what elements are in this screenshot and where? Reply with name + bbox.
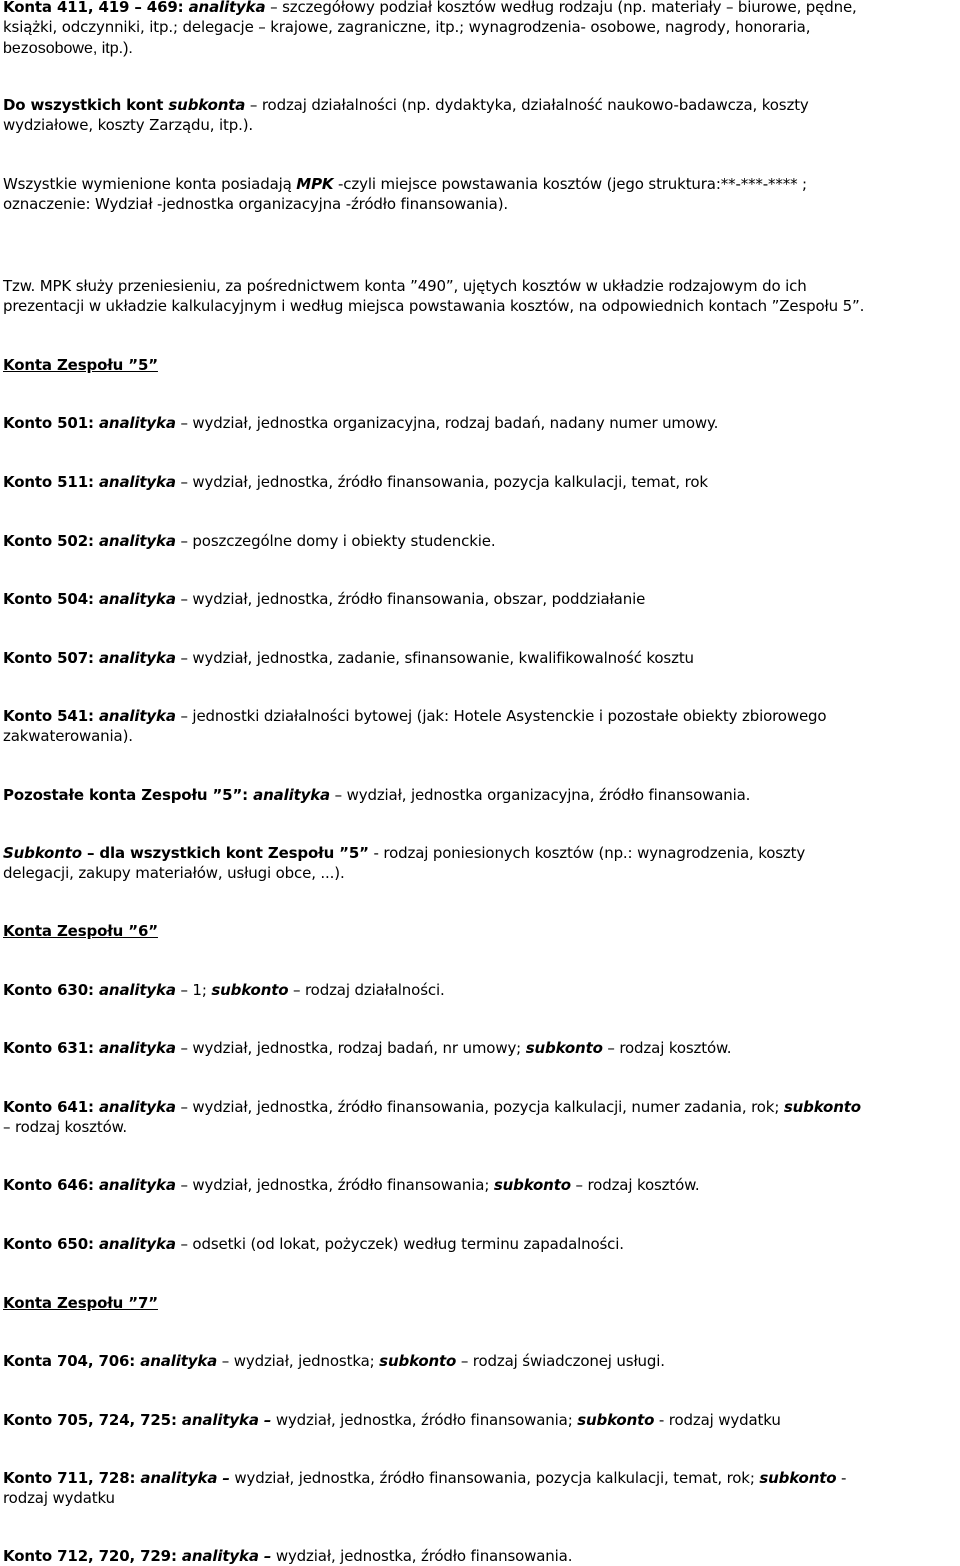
konto-description: – poszczególne domy i obiekty studenckie. bbox=[175, 532, 496, 550]
konto-description: delegacji, zakupy materiałów, usługi obce, ...). bbox=[3, 864, 345, 882]
konto-description: wydział, jednostka, źródło finansowania. bbox=[271, 1547, 573, 1565]
heading-zespol-7 bbox=[3, 1293, 158, 1313]
konto-641 bbox=[3, 1097, 861, 1117]
konto-label: Konto 502: bbox=[3, 532, 99, 550]
konto-705-724-725 bbox=[3, 1410, 781, 1430]
heading-zespol-5 bbox=[3, 355, 158, 375]
konto-description: wydział, jednostka, źródło finansowania; bbox=[271, 1411, 578, 1429]
subkonto-keyword: subkonto bbox=[577, 1411, 655, 1429]
konto-description: - rodzaj wydatku bbox=[654, 1411, 781, 1429]
subkonto-zespol-5 bbox=[3, 843, 805, 863]
konto-label: Konto 630: bbox=[3, 981, 99, 999]
konto-description: – rodzaj świadczonej usługi. bbox=[456, 1352, 665, 1370]
konto-description: – rodzaj kosztów. bbox=[3, 1118, 127, 1136]
subkonto-keyword: subkonto bbox=[211, 981, 289, 999]
konto-label: Konto 711, 728: bbox=[3, 1469, 141, 1487]
konto-label: Konto 511: bbox=[3, 473, 99, 491]
konto-label: Konto 650: bbox=[3, 1235, 99, 1253]
konto-description: – wydział, jednostka, źródło finansowania; bbox=[175, 1176, 494, 1194]
intro-line-2 bbox=[3, 17, 810, 37]
konto-description: – wydział, jednostka organizacyjna, źródło finansowania. bbox=[330, 786, 751, 804]
analityka-keyword: analityka bbox=[98, 981, 176, 999]
analityka-keyword: analityka bbox=[140, 1352, 218, 1370]
analityka-keyword: analityka bbox=[98, 532, 176, 550]
analityka-keyword: analityka bbox=[98, 1039, 176, 1057]
subkonto-zespol-5-line-2 bbox=[3, 863, 345, 883]
konto-504 bbox=[3, 589, 645, 609]
konto-541 bbox=[3, 706, 826, 726]
konto-description: – wydział, jednostka, źródło finansowania, pozycja kalkulacji, numer zadania, rok; bbox=[175, 1098, 784, 1116]
analityka-keyword: analityka bbox=[98, 473, 176, 491]
konto-630 bbox=[3, 980, 445, 1000]
subkonta-text: – rodzaj działalności (np. dydaktyka, działalność naukowo-badawcza, koszty bbox=[245, 96, 809, 114]
pozostale-konta-5 bbox=[3, 785, 750, 805]
analityka-keyword: analityka bbox=[98, 590, 176, 608]
konto-711-728 bbox=[3, 1468, 846, 1488]
analityka-keyword: analityka bbox=[98, 707, 176, 725]
konto-description: – wydział, jednostka, źródło finansowania, obszar, poddziałanie bbox=[175, 590, 646, 608]
subkonto-keyword: subkonto bbox=[783, 1098, 861, 1116]
mpk-text: Wszystkie wymienione konta posiadają bbox=[3, 175, 297, 193]
konto-description: wydział, jednostka, źródło finansowania, pozycja kalkulacji, temat, rok; bbox=[229, 1469, 760, 1487]
heading-text: Konta Zespołu ”6” bbox=[3, 922, 158, 940]
tzw-line-1 bbox=[3, 276, 807, 296]
konto-description: - bbox=[836, 1469, 847, 1487]
intro-line-3 bbox=[3, 39, 133, 59]
mpk-text: oznaczenie: Wydział -jednostka organizacyjna -źródło finansowania). bbox=[3, 195, 509, 213]
analityka-keyword: analityka bbox=[98, 1098, 176, 1116]
konto-646 bbox=[3, 1175, 700, 1195]
subkonta-line-2 bbox=[3, 115, 253, 135]
konto-description: – wydział, jednostka, rodzaj badań, nr umowy; bbox=[175, 1039, 526, 1057]
konto-label: Konto 646: bbox=[3, 1176, 99, 1194]
analityka-keyword: analityka bbox=[188, 0, 266, 16]
konto-631 bbox=[3, 1038, 731, 1058]
konto-label: Konta 704, 706: bbox=[3, 1352, 141, 1370]
konto-511 bbox=[3, 472, 708, 492]
konto-description: – wydział, jednostka, zadanie, sfinansowanie, kwalifikowalność kosztu bbox=[175, 649, 694, 667]
konto-label: Konto 631: bbox=[3, 1039, 99, 1057]
konto-label: Konto 541: bbox=[3, 707, 99, 725]
konto-label: Konto 504: bbox=[3, 590, 99, 608]
konto-label: – dla wszystkich kont Zespołu ”5” bbox=[81, 844, 369, 862]
konto-description: – wydział, jednostka organizacyjna, rodzaj badań, nadany numer umowy. bbox=[175, 414, 719, 432]
subkonta-label: Do wszystkich kont bbox=[3, 96, 169, 114]
analityka-keyword: analityka – bbox=[181, 1411, 272, 1429]
analityka-keyword: analityka bbox=[98, 1235, 176, 1253]
konto-502 bbox=[3, 531, 495, 551]
analityka-keyword: analityka bbox=[98, 414, 176, 432]
konto-label: Konto 705, 724, 725: bbox=[3, 1411, 182, 1429]
subkonta-text: wydziałowe, koszty Zarządu, itp.). bbox=[3, 116, 254, 134]
konto-description: zakwaterowania). bbox=[3, 727, 133, 745]
subkonto-keyword: Subkonto bbox=[3, 844, 82, 862]
intro-text: – szczegółowy podział kosztów według rodzaju (np. materiały – biurowe, pędne, bbox=[265, 0, 857, 16]
konto-501 bbox=[3, 413, 718, 433]
konto-507 bbox=[3, 648, 694, 668]
konto-description: – rodzaj kosztów. bbox=[570, 1176, 700, 1194]
mpk-line-2 bbox=[3, 194, 508, 214]
mpk-text: -czyli miejsce powstawania kosztów (jego struktura:**-***-**** ; bbox=[333, 175, 807, 193]
analityka-keyword: analityka bbox=[98, 649, 176, 667]
analityka-keyword: analityka bbox=[98, 1176, 176, 1194]
konto-description: - rodzaj poniesionych kosztów (np.: wynagrodzenia, koszty bbox=[368, 844, 806, 862]
konto-description: – 1; bbox=[175, 981, 212, 999]
konto-description: rodzaj wydatku bbox=[3, 1489, 115, 1507]
tzw-text: prezentacji w układzie kalkulacyjnym i według miejsca powstawania kosztów, na odpowiednich kontach ”Zespołu 5”. bbox=[3, 297, 865, 315]
intro-text: książki, odczynniki, itp.; delegacje – krajowe, zagraniczne, itp.; wynagrodzenia- osobowe, nagrody, honoraria, bbox=[3, 18, 811, 36]
konto-description: – rodzaj kosztów. bbox=[602, 1039, 732, 1057]
konto-description: – jednostki działalności bytowej (jak: Hotele Asystenckie i pozostałe obiekty zbiorowego bbox=[175, 707, 827, 725]
heading-text: Konta Zespołu ”7” bbox=[3, 1294, 158, 1312]
konto-541-line-2 bbox=[3, 726, 133, 746]
konto-641-line-2 bbox=[3, 1117, 127, 1137]
konto-label: Konto 501: bbox=[3, 414, 99, 432]
analityka-keyword: analityka – bbox=[140, 1469, 230, 1487]
intro-text: bezosobowe, itp.). bbox=[3, 40, 133, 57]
konto-label: Konto 641: bbox=[3, 1098, 99, 1116]
konto-description: – wydział, jednostka, źródło finansowania, pozycja kalkulacji, temat, rok bbox=[175, 473, 708, 491]
konto-label: Konto 507: bbox=[3, 649, 99, 667]
mpk-keyword: MPK bbox=[296, 175, 334, 193]
konta-411-label: Konta 411, 419 – 469: bbox=[3, 0, 189, 16]
konto-label: Konto 712, 720, 729: bbox=[3, 1547, 182, 1565]
subkonto-keyword: subkonto bbox=[759, 1469, 837, 1487]
konto-description: – rodzaj działalności. bbox=[288, 981, 445, 999]
tzw-text: Tzw. MPK służy przeniesieniu, za pośrednictwem konta ”490”, ujętych kosztów w układzie rodzajowym do ich bbox=[3, 277, 807, 295]
konto-description: – wydział, jednostka; bbox=[217, 1352, 380, 1370]
mpk-line-1 bbox=[3, 174, 807, 194]
intro-line-1 bbox=[3, 0, 857, 17]
analityka-keyword: analityka – bbox=[181, 1547, 272, 1565]
konto-description: – odsetki (od lokat, pożyczek) według terminu zapadalności. bbox=[175, 1235, 624, 1253]
konto-704-706 bbox=[3, 1351, 665, 1371]
konto-label: Pozostałe konta Zespołu ”5”: bbox=[3, 786, 254, 804]
subkonto-keyword: subkonto bbox=[525, 1039, 603, 1057]
subkonta-line-1 bbox=[3, 95, 809, 115]
heading-text: Konta Zespołu ”5” bbox=[3, 356, 158, 374]
konto-712-720-729 bbox=[3, 1546, 572, 1566]
heading-zespol-6 bbox=[3, 921, 158, 941]
subkonta-keyword: subkonta bbox=[168, 96, 246, 114]
tzw-line-2 bbox=[3, 296, 864, 316]
analityka-keyword: analityka bbox=[253, 786, 331, 804]
subkonto-keyword: subkonto bbox=[379, 1352, 457, 1370]
konto-650 bbox=[3, 1234, 624, 1254]
konto-711-728-line-2 bbox=[3, 1488, 115, 1508]
subkonto-keyword: subkonto bbox=[493, 1176, 571, 1194]
